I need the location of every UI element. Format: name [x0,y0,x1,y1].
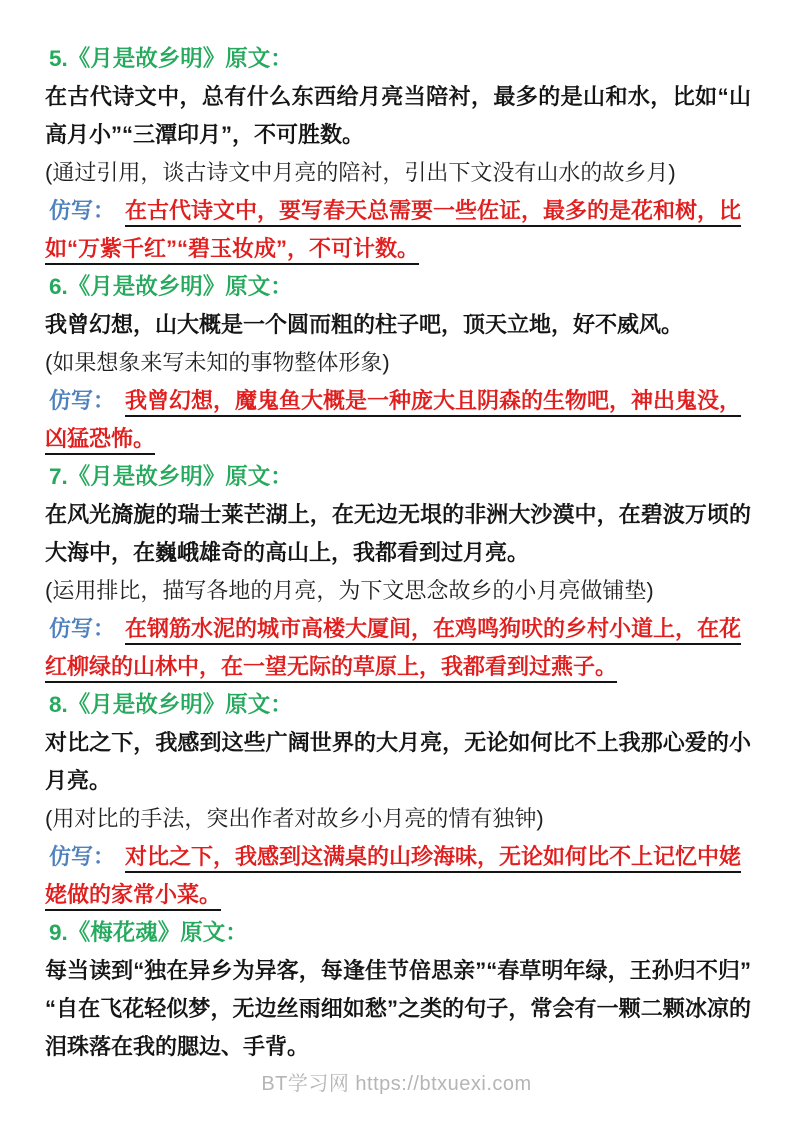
imitation-label: 仿写： [49,388,116,413]
imitation-text: 在古代诗文中，要写春天总需要一些佐证，最多的是花和树，比如“万紫千红”“碧玉妆成”，不可计数。 [45,198,742,261]
watermark-footer: BT学习网 https://btxuexi.com [261,1073,532,1095]
original-text: 我曾幻想，山大概是一个圆而粗的柱子吧，顶天立地，好不威风。 [45,312,684,337]
section-heading: 8.《月是故乡明》原文： [49,692,293,717]
section-9 [45,914,751,1066]
imitation-label: 仿写： [49,616,116,641]
annotation-note: (通过引用，谈古诗文中月亮的陪衬，引出下文没有山水的故乡月) [45,160,676,185]
imitation-line [45,382,751,458]
imitation-line [45,838,751,914]
section-6 [45,268,751,458]
original-text: 在风光旖旎的瑞士莱芒湖上，在无边无垠的非洲大沙漠中，在碧波万顷的大海中，在巍峨雄奇的高山上，我都看到过月亮。 [45,502,751,565]
section-8 [45,686,751,914]
annotation-note: (用对比的手法，突出作者对故乡小月亮的情有独钟) [45,806,544,831]
original-text: 对比之下，我感到这些广阔世界的大月亮，无论如何比不上我那心爱的小月亮。 [45,730,751,793]
imitation-label: 仿写： [49,198,116,223]
imitation-text: 对比之下，我感到这满桌的山珍海味，无论如何比不上记忆中姥姥做的家常小菜。 [45,844,742,907]
section-5 [45,40,751,268]
annotation-note: (运用排比，描写各地的月亮，为下文思念故乡的小月亮做铺垫) [45,578,654,603]
imitation-text: 在钢筋水泥的城市高楼大厦间，在鸡鸣狗吠的乡村小道上，在花红柳绿的山林中，在一望无际的草原上，我都看到过燕子。 [45,616,742,679]
original-text: 在古代诗文中，总有什么东西给月亮当陪衬，最多的是山和水，比如“山高月小”“三潭印月”，不可胜数。 [45,84,751,147]
imitation-line [45,192,751,268]
imitation-line [45,610,751,686]
annotation-note: (如果想象来写未知的事物整体形象) [45,350,390,375]
imitation-label: 仿写： [49,844,116,869]
section-7 [45,458,751,686]
imitation-text: 我曾幻想，魔鬼鱼大概是一种庞大且阴森的生物吧，神出鬼没，凶猛恐怖。 [45,388,742,451]
section-heading: 6.《月是故乡明》原文： [49,274,293,299]
original-text: 每当读到“独在异乡为异客，每逢佳节倍思亲”“春草明年绿，王孙归不归”“自在飞花轻似梦，无边丝雨细如愁”之类的句子，常会有一颗二颗冰凉的泪珠落在我的腮边、手背。 [45,958,751,1059]
section-heading: 7.《月是故乡明》原文： [49,464,293,489]
section-heading: 9.《梅花魂》原文： [49,920,248,945]
content-area [45,40,751,1066]
section-heading: 5.《月是故乡明》原文： [49,46,293,71]
